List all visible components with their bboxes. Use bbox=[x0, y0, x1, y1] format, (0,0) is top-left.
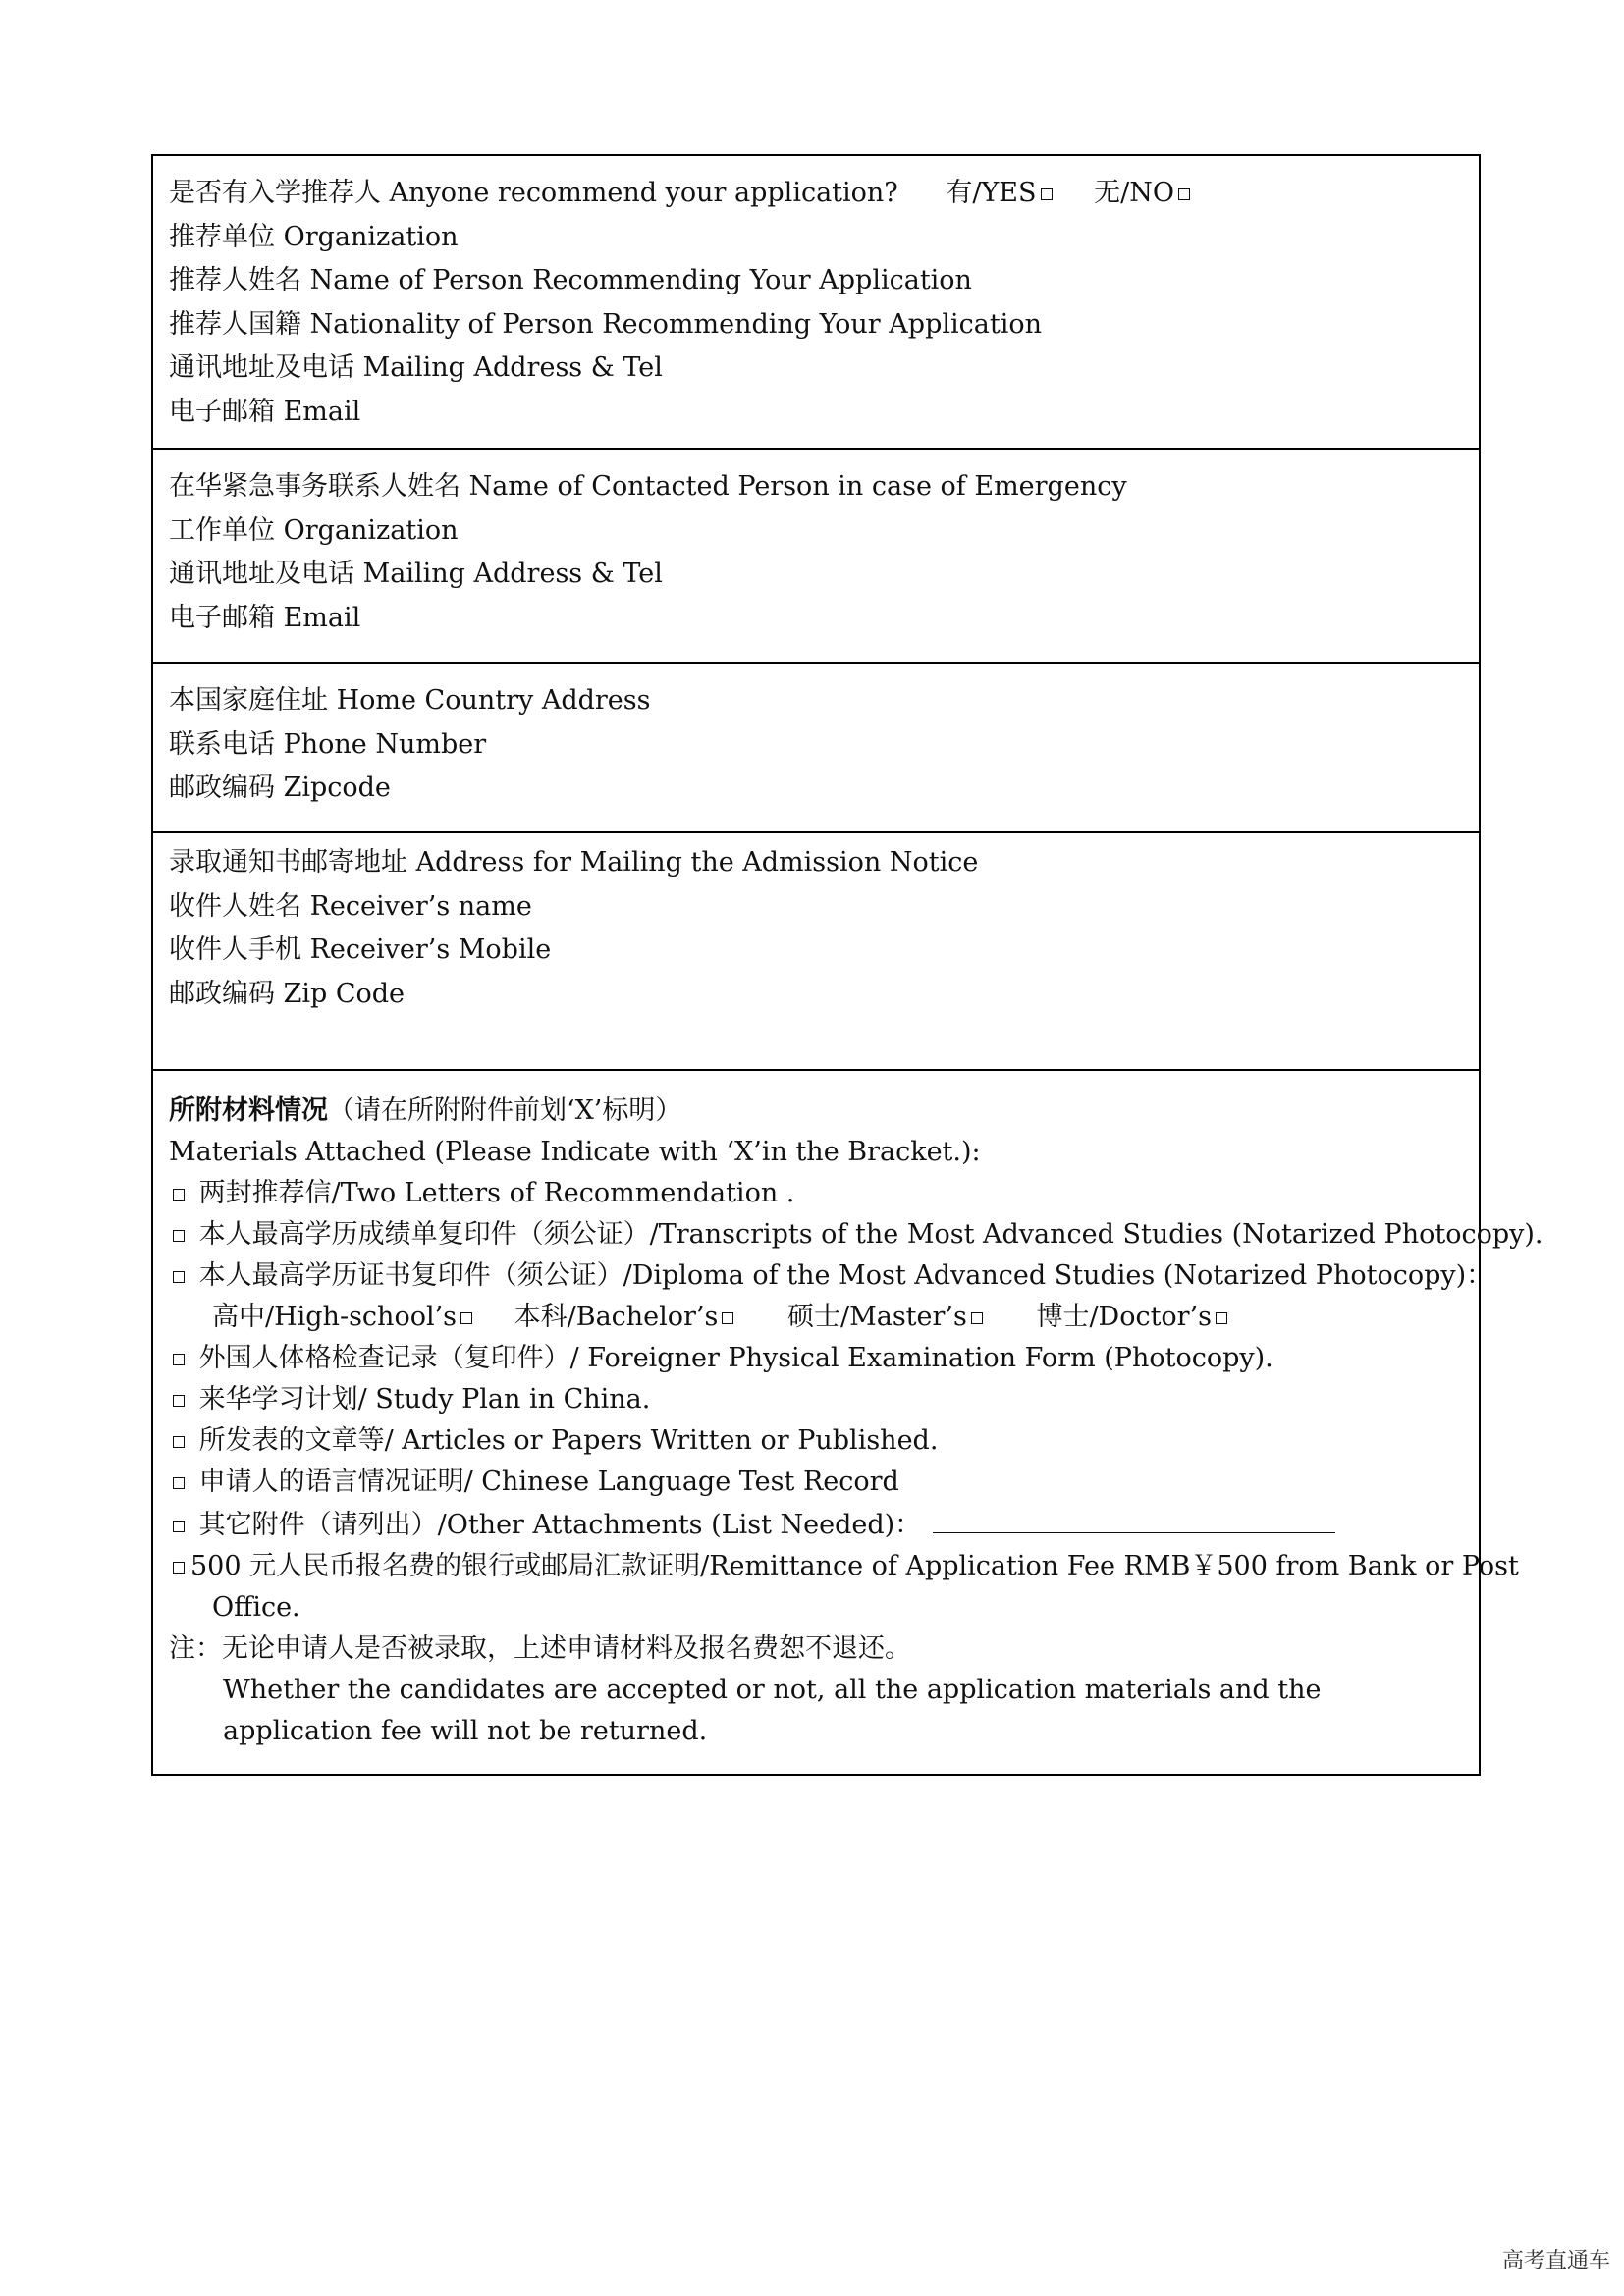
recommender-question-row bbox=[169, 172, 1463, 216]
material-item-label: 本人最高学历成绩单复印件（须公证）/Transcripts of the Most Advanced Studies (Notarized Photocopy). bbox=[198, 1219, 1543, 1250]
physical-exam-checkbox[interactable] bbox=[173, 1354, 185, 1365]
study-plan-checkbox[interactable] bbox=[173, 1395, 185, 1407]
materials-heading-text: 所附材料情况 bbox=[169, 1095, 328, 1126]
materials-heading bbox=[169, 1091, 1463, 1132]
emergency-email-field[interactable]: 电子邮箱 Email bbox=[169, 602, 361, 633]
remittance-checkbox[interactable] bbox=[173, 1562, 185, 1574]
emergency-organization-field[interactable]: 工作单位 Organization bbox=[169, 514, 459, 546]
home-phone-field[interactable]: 联系电话 Phone Number bbox=[169, 728, 487, 760]
no-label: 无/NO bbox=[1094, 178, 1174, 208]
degree-high-school-label: 高中/High-school’s bbox=[212, 1302, 458, 1332]
yes-label: 有/YES bbox=[946, 178, 1037, 208]
language-record-checkbox[interactable] bbox=[173, 1477, 185, 1489]
material-item-label: 两封推荐信/Two Letters of Recommendation . bbox=[198, 1178, 795, 1208]
application-form bbox=[151, 154, 1543, 1776]
recommender-question: 是否有入学推荐人 Anyone recommend your application? bbox=[169, 178, 898, 208]
material-item-diploma bbox=[169, 1255, 1493, 1297]
material-item-label: 500 元人民币报名费的银行或邮局汇款证明/Remittance of Application Fee RMB￥500 from Bank or Post bbox=[190, 1551, 1519, 1581]
degree-doctor-label: 博士/Doctor’s bbox=[1036, 1302, 1213, 1332]
material-item-study-plan bbox=[169, 1379, 1463, 1420]
recommender-organization-field[interactable]: 推荐单位 Organization bbox=[169, 221, 459, 252]
degree-master-label: 硕士/Master’s bbox=[786, 1302, 967, 1332]
degree-bachelor-label: 本科/Bachelor’s bbox=[514, 1302, 719, 1332]
emergency-address-field[interactable]: 通讯地址及电话 Mailing Address & Tel bbox=[169, 559, 663, 589]
mailing-address-section bbox=[153, 833, 1479, 1071]
recommendation-letters-checkbox[interactable] bbox=[173, 1189, 185, 1201]
remittance-continuation: Office. bbox=[212, 1592, 300, 1623]
mailing-zip-field[interactable]: 邮政编码 Zip Code bbox=[169, 978, 406, 1009]
recommender-name-field[interactable]: 推荐人姓名 Name of Person Recommending Your Application bbox=[169, 265, 972, 295]
articles-checkbox[interactable] bbox=[173, 1436, 185, 1448]
material-item-recommendation-letters bbox=[169, 1173, 1463, 1214]
materials-subheading: Materials Attached (Please Indicate with ‘X’in the Bracket.): bbox=[169, 1137, 981, 1167]
recommender-nationality-field[interactable]: 推荐人国籍 Nationality of Person Recommending Your Application bbox=[169, 308, 1042, 340]
watermark: 高考直通车 bbox=[1501, 2249, 1610, 2273]
degree-options-row bbox=[169, 1297, 1463, 1338]
yes-checkbox[interactable] bbox=[1041, 188, 1053, 200]
material-item-label: 所发表的文章等/ Articles or Papers Written or Published. bbox=[198, 1425, 939, 1456]
material-item-language-record bbox=[169, 1462, 1463, 1503]
material-item-label: 本人最高学历证书复印件（须公证）/Diploma of the Most Advanced Studies (Notarized Photocopy)： bbox=[198, 1260, 1493, 1291]
material-item-physical-exam bbox=[169, 1338, 1463, 1379]
other-attachments-checkbox[interactable] bbox=[173, 1521, 185, 1532]
material-item-other bbox=[169, 1503, 1463, 1546]
materials-heading-note: （请在所附附件前划‘X’标明） bbox=[328, 1095, 682, 1126]
home-address-field[interactable]: 本国家庭住址 Home Country Address bbox=[169, 685, 651, 716]
home-address-section bbox=[153, 664, 1479, 833]
emergency-contact-section bbox=[153, 450, 1479, 664]
emergency-name-field[interactable]: 在华紧急事务联系人姓名 Name of Contacted Person in case of Emergency bbox=[169, 471, 1127, 502]
recommender-address-field[interactable]: 通讯地址及电话 Mailing Address & Tel bbox=[169, 352, 663, 383]
note-chinese: 注：无论申请人是否被录取，上述申请材料及报名费恕不退还。 bbox=[169, 1633, 911, 1664]
transcripts-checkbox[interactable] bbox=[173, 1230, 185, 1242]
other-attachments-input[interactable] bbox=[933, 1503, 1335, 1533]
material-item-label: 申请人的语言情况证明/ Chinese Language Test Record bbox=[198, 1467, 899, 1497]
mailing-address-field[interactable]: 录取通知书邮寄地址 Address for Mailing the Admission Notice bbox=[169, 847, 979, 878]
bachelor-checkbox[interactable] bbox=[722, 1312, 733, 1324]
high-school-checkbox[interactable] bbox=[460, 1312, 472, 1324]
doctor-checkbox[interactable] bbox=[1216, 1312, 1227, 1324]
recommender-section bbox=[153, 156, 1479, 450]
material-item-transcripts bbox=[169, 1214, 1543, 1255]
material-item-label: 来华学习计划/ Study Plan in China. bbox=[198, 1384, 651, 1415]
master-checkbox[interactable] bbox=[971, 1312, 983, 1324]
materials-section bbox=[153, 1071, 1543, 1774]
material-item-articles bbox=[169, 1420, 1463, 1462]
no-checkbox[interactable] bbox=[1178, 188, 1190, 200]
home-zipcode-field[interactable]: 邮政编码 Zipcode bbox=[169, 773, 391, 803]
material-item-label: 其它附件（请列出）/Other Attachments (List Needed)： bbox=[198, 1510, 922, 1540]
receiver-name-field[interactable]: 收件人姓名 Receiver’s name bbox=[169, 890, 532, 922]
material-item-label: 外国人体格检查记录（复印件）/ Foreigner Physical Examination Form (Photocopy). bbox=[198, 1343, 1273, 1373]
material-item-remittance bbox=[169, 1546, 1519, 1587]
diploma-checkbox[interactable] bbox=[173, 1271, 185, 1283]
note-english: Whether the candidates are accepted or not, all the application materials and the application fee will not be returned. bbox=[223, 1675, 1322, 1746]
receiver-mobile-field[interactable]: 收件人手机 Receiver’s Mobile bbox=[169, 934, 552, 965]
recommender-email-field[interactable]: 电子邮箱 Email bbox=[169, 396, 361, 427]
